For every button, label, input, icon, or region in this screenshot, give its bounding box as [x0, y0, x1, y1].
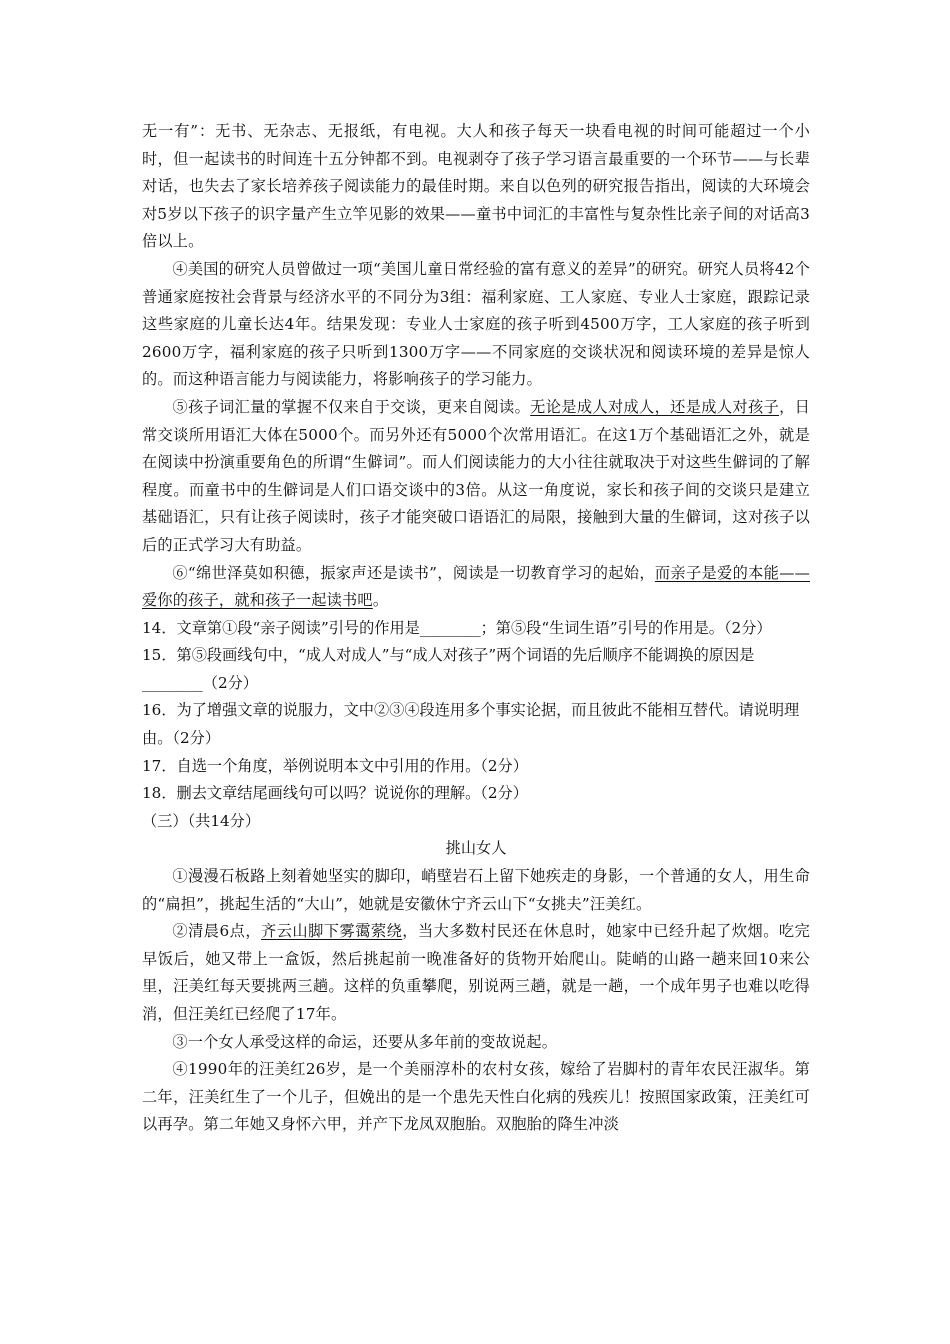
section-3-header: （三）（共14分）: [142, 811, 261, 830]
story-paragraph-2-underlined: 齐云山脚下雾霭萦绕: [261, 922, 403, 941]
document-page: [142, 118, 810, 1139]
article-paragraph-6: [142, 560, 810, 615]
paragraph-5-underlined-sentence: 无论是成人对成人，还是成人对孩子: [530, 397, 780, 416]
question-18: 18．删去文章结尾画线句可以吗？说说你的理解。（2分）: [142, 784, 528, 803]
story-paragraph-3: ③一个女人承受这样的命运，还要从多年前的变故说起。: [172, 1032, 558, 1051]
article-paragraph-5: [142, 394, 810, 560]
story-paragraph-2-lead: ②清晨6点，: [172, 922, 262, 941]
article-title: 挑山女人: [445, 839, 507, 858]
question-15: 15．第⑤段画线句中，“成人对成人”与“成人对孩子”两个词语的先后顺序不能调换的原因是________（2分）: [142, 646, 755, 692]
paragraph-6-lead: ⑥“绵世泽莫如积德，振家声还是读书”，阅读是一切教育学习的起始，: [172, 563, 655, 582]
paragraph-6-underlined-sentence: 而亲子是爱的本能——爱你的孩子，就和孩子一起读书吧: [142, 563, 810, 610]
article-paragraph-4: ④美国的研究人员曾做过一项“美国儿童日常经验的富有意义的差异”的研究。研究人员将42个普通家庭按社会背景与经济水平的不同分为3组：福利家庭、工人家庭、专业人士家庭，跟踪记录这些家庭的儿童长达4年。结果发现：专业人士家庭的孩子听到4500万字，工人家庭的孩子听到2600万字，福利家庭的孩子只听到1300万字——不同家庭的交谈状况和阅读环境的差异是惊人的。而这种语言能力与阅读能力，将影响孩子的学习能力。: [142, 259, 810, 389]
question-14: 14．文章第①段“亲子阅读”引号的作用是________；第⑤段“生词生语”引号的作用是。（2分）: [142, 618, 772, 637]
question-16: 16．为了增强文章的说服力，文中②③④段连用多个事实论据，而且彼此不能相互替代。请说明理由。（2分）: [142, 701, 800, 748]
paragraph-5-rest: ，日常交谈所用语汇大体在5000个。而另外还有5000个次常用语汇。在这1万个基础语汇之外，就是在阅读中扮演重要角色的所谓“生僻词”。而人们阅读能力的大小往往就取决于对这些生僻词的了解程度。而童书中的生僻词是人们口语交谈中的3倍。从这一角度说，家长和孩子间的交谈只是建立基础语汇，只有让孩子阅读时，孩子才能突破口语语汇的局限，接触到大量的生僻词，这对孩子以后的正式学习大有助益。: [142, 397, 811, 554]
question-17: 17．自选一个角度，举例说明本文中引用的作用。（2分）: [142, 756, 528, 775]
story-paragraph-2-rest: ，当大多数村民还在休息时，她家中已经升起了炊烟。吃完早饭后，她又带上一盒饭，然后挑起前一晚准备好的货物开始爬山。陡峭的山路一趟来回10来公里，汪美红每天要挑两三趟。这样的负重攀爬，别说两三趟，就是一趟，一个成年男子也难以吃得消，但汪美红已经爬了17年。: [142, 922, 810, 1023]
story-paragraph-2: [142, 918, 810, 1028]
article-paragraph-3-continued: 无一有”：无书、无杂志、无报纸，有电视。大人和孩子每天一块看电视的时间可能超过一个小时，但一起读书的时间连十五分钟都不到。电视剥夺了孩子学习语言最重要的一个环节——与长辈对话，也失去了家长培养孩子阅读能力的最佳时期。来自以色列的研究报告指出，阅读的大环境会对5岁以下孩子的识字量产生立竿见影的效果——童书中词汇的丰富性与复杂性比亲子间的对话高3倍以上。: [142, 122, 810, 251]
paragraph-6-end: 。: [372, 591, 389, 610]
story-paragraph-4: ④1990年的汪美红26岁，是一个美丽淳朴的农村女孩，嫁给了岩脚村的青年农民汪淑华。第二年，汪美红生了一个儿子，但娩出的是一个患先天性白化病的残疾儿！按照国家政策，汪美红可以再孕。第二年她又身怀六甲，并产下龙凤双胞胎。双胞胎的降生冲淡: [142, 1060, 810, 1134]
story-paragraph-1: ①漫漫石板路上刻着她坚实的脚印，峭壁岩石上留下她疾走的身影，一个普通的女人，用生命的“扁担”，挑起生活的“大山”，她就是安徽休宁齐云山下“女挑夫”汪美红。: [142, 867, 810, 913]
paragraph-5-lead: ⑤孩子词汇量的掌握不仅来自于交谈，更来自阅读。: [172, 397, 531, 416]
